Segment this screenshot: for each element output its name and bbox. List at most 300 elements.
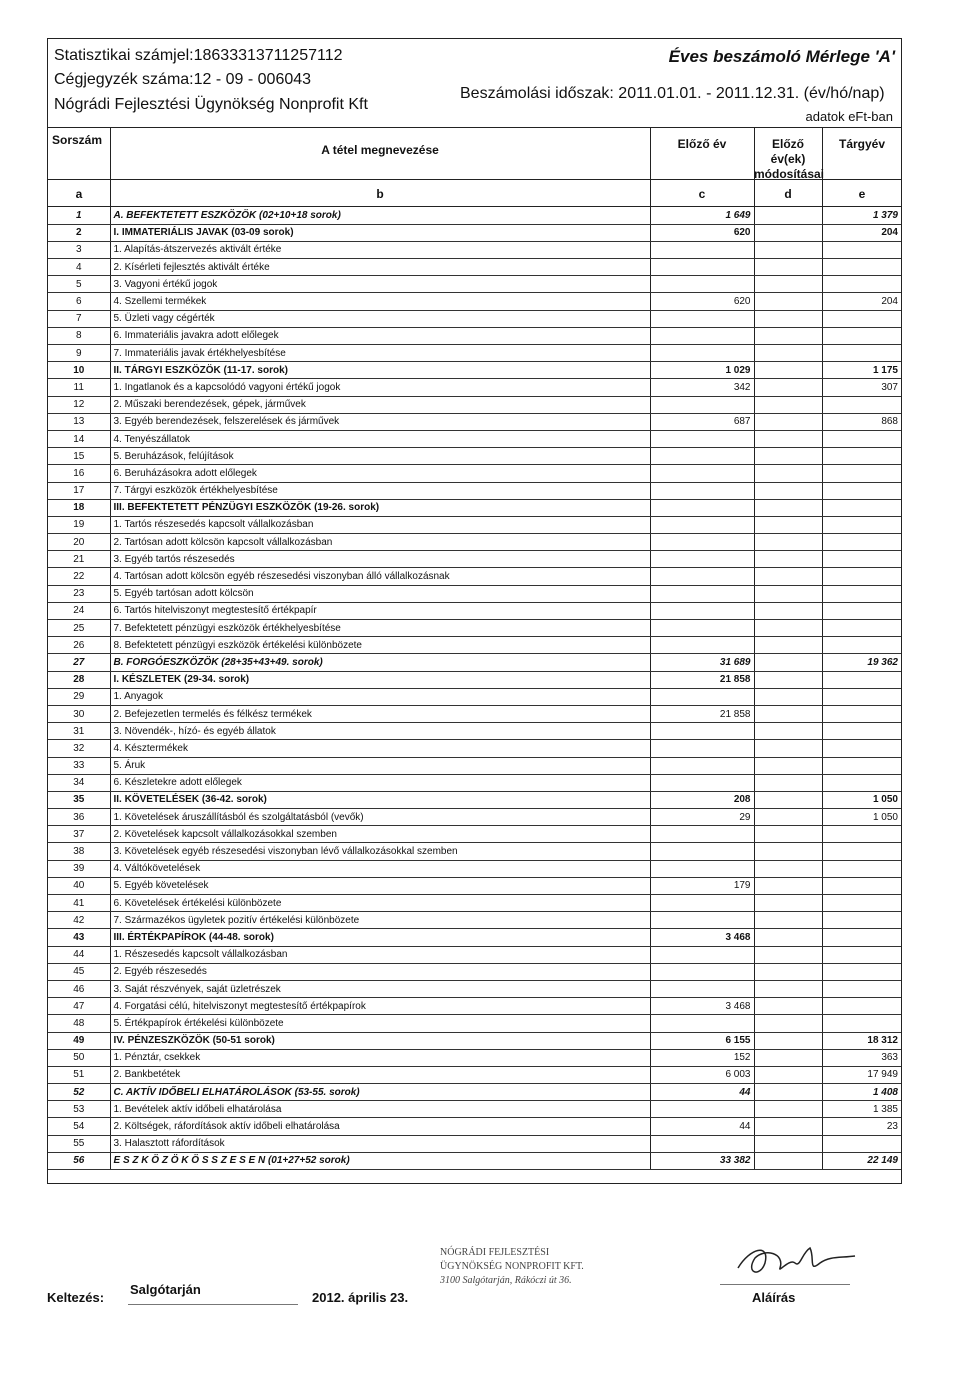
row-mod [754, 551, 822, 568]
row-num: 35 [48, 791, 110, 808]
row-mod [754, 757, 822, 774]
row-mod [754, 310, 822, 327]
row-cur [822, 430, 901, 447]
row-prev [650, 327, 754, 344]
row-cur [822, 465, 901, 482]
row-name: 2. Befejezetlen termelés és félkész termékek [110, 705, 650, 722]
row-num: 9 [48, 345, 110, 362]
row-cur [822, 482, 901, 499]
row-num: 3 [48, 241, 110, 258]
row-mod [754, 637, 822, 654]
row-num: 41 [48, 895, 110, 912]
row-name: 7. Származékos ügyletek pozitív értékelési különbözete [110, 912, 650, 929]
row-mod [754, 895, 822, 912]
row-name: 5. Üzleti vagy cégérték [110, 310, 650, 327]
row-cur [822, 327, 901, 344]
row-cur [822, 499, 901, 516]
col-head-mod: Előző év(ek) módosításai [754, 137, 825, 181]
table-row [48, 757, 901, 774]
row-mod [754, 1066, 822, 1083]
row-name: B. FORGÓESZKÖZÖK (28+35+43+49. sorok) [110, 654, 650, 671]
row-prev [650, 430, 754, 447]
row-num: 52 [48, 1084, 110, 1101]
row-mod [754, 276, 822, 293]
unit-label: adatok eFt-ban [805, 109, 893, 124]
table-row [48, 1118, 901, 1135]
row-cur [822, 963, 901, 980]
row-prev [650, 276, 754, 293]
row-name: A. BEFEKTETETT ESZKÖZÖK (02+10+18 sorok) [110, 207, 650, 224]
row-prev [650, 534, 754, 551]
row-mod [754, 224, 822, 241]
row-name: 1. Alapítás-átszervezés aktivált értéke [110, 241, 650, 258]
row-cur [822, 1135, 901, 1152]
row-cur: 1 050 [822, 809, 901, 826]
table-row [48, 207, 901, 224]
col-head-cur: Tárgyév [838, 137, 886, 151]
table-row [48, 499, 901, 516]
table-row [48, 1084, 901, 1101]
row-cur [822, 723, 901, 740]
table-row [48, 448, 901, 465]
table-row [48, 826, 901, 843]
row-prev [650, 980, 754, 997]
row-name: 7. Tárgyi eszközök értékhelyesbítése [110, 482, 650, 499]
row-prev [650, 551, 754, 568]
company-name: Nógrádi Fejlesztési Ügynökség Nonprofit Kft [54, 96, 368, 113]
row-num: 54 [48, 1118, 110, 1135]
row-num: 38 [48, 843, 110, 860]
row-prev [650, 723, 754, 740]
row-prev: 21 858 [650, 671, 754, 688]
row-mod [754, 602, 822, 619]
row-num: 53 [48, 1101, 110, 1118]
row-prev: 3 468 [650, 998, 754, 1015]
signature-line [720, 1284, 850, 1285]
row-mod [754, 362, 822, 379]
row-cur [822, 241, 901, 258]
row-num: 26 [48, 637, 110, 654]
row-num: 13 [48, 413, 110, 430]
row-num: 36 [48, 809, 110, 826]
row-mod [754, 568, 822, 585]
row-name: 5. Egyéb tartósan adott kölcsön [110, 585, 650, 602]
row-cur: 204 [822, 293, 901, 310]
row-cur [822, 534, 901, 551]
table-row [48, 551, 901, 568]
row-num: 32 [48, 740, 110, 757]
row-cur [822, 620, 901, 637]
row-cur [822, 895, 901, 912]
row-num: 48 [48, 1015, 110, 1032]
table-row [48, 482, 901, 499]
row-num: 15 [48, 448, 110, 465]
row-prev [650, 448, 754, 465]
row-cur [822, 637, 901, 654]
row-prev [650, 396, 754, 413]
row-prev [650, 740, 754, 757]
row-num: 17 [48, 482, 110, 499]
table-row [48, 998, 901, 1015]
table-row [48, 688, 901, 705]
row-cur [822, 774, 901, 791]
row-mod [754, 448, 822, 465]
table-row [48, 877, 901, 894]
table-row [48, 585, 901, 602]
table-row [48, 946, 901, 963]
row-cur [822, 602, 901, 619]
stamp-line-3: 3100 Salgótarján, Rákóczi út 36. [440, 1275, 572, 1286]
table-row [48, 396, 901, 413]
col-letter-b: b [376, 187, 384, 201]
row-prev [650, 895, 754, 912]
row-num: 37 [48, 826, 110, 843]
row-num: 27 [48, 654, 110, 671]
row-cur [822, 568, 901, 585]
row-num: 22 [48, 568, 110, 585]
row-name: 6. Immateriális javakra adott előlegek [110, 327, 650, 344]
sign-label: Aláírás [752, 1290, 796, 1305]
row-prev [650, 585, 754, 602]
document-title: Éves beszámoló Mérlege 'A' [668, 47, 895, 66]
row-name: 5. Egyéb követelések [110, 877, 650, 894]
balance-sheet [47, 38, 902, 1184]
row-name: E S Z K Ö Z Ö K Ö S S Z E S E N (01+27+52 sorok) [110, 1152, 650, 1169]
table-row [48, 568, 901, 585]
row-cur [822, 259, 901, 276]
row-mod [754, 654, 822, 671]
row-prev [650, 860, 754, 877]
row-num: 6 [48, 293, 110, 310]
row-num: 40 [48, 877, 110, 894]
row-name: 3. Halasztott ráfordítások [110, 1135, 650, 1152]
company-stamp [440, 1246, 584, 1288]
row-prev [650, 946, 754, 963]
row-name: I. KÉSZLETEK (29-34. sorok) [110, 671, 650, 688]
row-num: 16 [48, 465, 110, 482]
row-prev [650, 602, 754, 619]
row-name: 2. Bankbetétek [110, 1066, 650, 1083]
table-row [48, 860, 901, 877]
row-num: 20 [48, 534, 110, 551]
row-mod [754, 396, 822, 413]
row-name: 4. Tartósan adott kölcsön egyéb részesedési viszonyban álló vállalkozásnak [110, 568, 650, 585]
table-row [48, 310, 901, 327]
table-row [48, 895, 901, 912]
row-name: 1. Részesedés kapcsolt vállalkozásban [110, 946, 650, 963]
table-row [48, 963, 901, 980]
row-prev: 33 382 [650, 1152, 754, 1169]
row-name: 3. Vagyoni értékű jogok [110, 276, 650, 293]
row-prev: 342 [650, 379, 754, 396]
row-mod [754, 1152, 822, 1169]
table-row [48, 327, 901, 344]
row-mod [754, 516, 822, 533]
row-mod [754, 843, 822, 860]
row-mod [754, 1135, 822, 1152]
table-row [48, 929, 901, 946]
row-prev [650, 310, 754, 327]
row-name: C. AKTÍV IDŐBELI ELHATÁROLÁSOK (53-55. sorok) [110, 1084, 650, 1101]
row-prev: 21 858 [650, 705, 754, 722]
row-num: 19 [48, 516, 110, 533]
col-letter-a: a [75, 187, 83, 201]
row-prev: 208 [650, 791, 754, 808]
row-num: 42 [48, 912, 110, 929]
row-cur: 1 175 [822, 362, 901, 379]
row-mod [754, 826, 822, 843]
row-name: 7. Immateriális javak értékhelyesbítése [110, 345, 650, 362]
row-mod [754, 620, 822, 637]
row-cur [822, 448, 901, 465]
col-head-prev: Előző év [677, 137, 727, 151]
row-name: 5. Áruk [110, 757, 650, 774]
signature-icon [730, 1228, 860, 1288]
row-num: 49 [48, 1032, 110, 1049]
row-cur [822, 998, 901, 1015]
row-cur [822, 860, 901, 877]
table-row [48, 791, 901, 808]
row-num: 14 [48, 430, 110, 447]
stamp-line-1: NÓGRÁDI FEJLESZTÉSI [440, 1247, 550, 1258]
row-mod [754, 705, 822, 722]
row-cur: 204 [822, 224, 901, 241]
row-name: 4. Késztermékek [110, 740, 650, 757]
row-num: 12 [48, 396, 110, 413]
row-name: 5. Beruházások, felújítások [110, 448, 650, 465]
table-row [48, 1152, 901, 1169]
row-prev: 620 [650, 293, 754, 310]
row-name: 4. Forgatási célú, hitelviszonyt megtestesítő értékpapírok [110, 998, 650, 1015]
row-prev: 29 [650, 809, 754, 826]
row-num: 44 [48, 946, 110, 963]
row-prev [650, 259, 754, 276]
row-num: 43 [48, 929, 110, 946]
row-cur [822, 980, 901, 997]
row-name: II. TÁRGYI ESZKÖZÖK (11-17. sorok) [110, 362, 650, 379]
row-cur [822, 740, 901, 757]
row-prev: 1 649 [650, 207, 754, 224]
table-row [48, 723, 901, 740]
table-row [48, 241, 901, 258]
row-cur [822, 585, 901, 602]
row-mod [754, 465, 822, 482]
row-name: 1. Követelések áruszállításból és szolgáltatásból (vevők) [110, 809, 650, 826]
row-num: 4 [48, 259, 110, 276]
row-prev: 620 [650, 224, 754, 241]
row-cur: 22 149 [822, 1152, 901, 1169]
row-name: 2. Egyéb részesedés [110, 963, 650, 980]
row-num: 51 [48, 1066, 110, 1083]
row-cur: 868 [822, 413, 901, 430]
row-cur [822, 705, 901, 722]
table-row [48, 259, 901, 276]
row-mod [754, 929, 822, 946]
row-mod [754, 791, 822, 808]
row-name: 4. Váltókövetelések [110, 860, 650, 877]
row-mod [754, 585, 822, 602]
table-row [48, 809, 901, 826]
row-cur [822, 310, 901, 327]
row-num: 29 [48, 688, 110, 705]
row-cur [822, 1015, 901, 1032]
row-mod [754, 860, 822, 877]
row-name: 1. Anyagok [110, 688, 650, 705]
row-cur [822, 276, 901, 293]
table-row [48, 602, 901, 619]
stamp-line-2: ÜGYNÖKSÉG NONPROFIT KFT. [440, 1261, 584, 1272]
reg-number: Cégjegyzék száma:12 - 09 - 006043 [54, 71, 312, 88]
row-cur: 17 949 [822, 1066, 901, 1083]
row-prev: 44 [650, 1118, 754, 1135]
row-num: 50 [48, 1049, 110, 1066]
row-prev: 6 003 [650, 1066, 754, 1083]
row-cur [822, 843, 901, 860]
row-mod [754, 1049, 822, 1066]
row-cur: 1 050 [822, 791, 901, 808]
row-prev [650, 465, 754, 482]
row-mod [754, 671, 822, 688]
row-num: 30 [48, 705, 110, 722]
row-cur [822, 396, 901, 413]
row-prev [650, 516, 754, 533]
table-row [48, 1032, 901, 1049]
table-row [48, 620, 901, 637]
row-cur [822, 929, 901, 946]
row-prev: 3 468 [650, 929, 754, 946]
row-mod [754, 345, 822, 362]
row-num: 1 [48, 207, 110, 224]
row-prev: 687 [650, 413, 754, 430]
row-name: 5. Értékpapírok értékelési különbözete [110, 1015, 650, 1032]
row-name: 3. Egyéb tartós részesedés [110, 551, 650, 568]
row-mod [754, 207, 822, 224]
row-name: IV. PÉNZESZKÖZÖK (50-51 sorok) [110, 1032, 650, 1049]
row-num: 25 [48, 620, 110, 637]
table-row [48, 516, 901, 533]
row-name: II. KÖVETELÉSEK (36-42. sorok) [110, 791, 650, 808]
row-prev [650, 345, 754, 362]
row-num: 18 [48, 499, 110, 516]
row-name: III. BEFEKTETETT PÉNZÜGYI ESZKÖZÖK (19-26. sorok) [110, 499, 650, 516]
row-name: III. ÉRTÉKPAPÍROK (44-48. sorok) [110, 929, 650, 946]
row-name: 3. Növendék-, hízó- és egyéb állatok [110, 723, 650, 740]
table-row [48, 1015, 901, 1032]
stat-code: Statisztikai számjel:18633313711257112 [54, 47, 343, 64]
row-name: 3. Követelések egyéb részesedési viszonyban lévő vállalkozásokkal szemben [110, 843, 650, 860]
row-prev [650, 688, 754, 705]
col-head-name: A tétel megnevezése [321, 143, 439, 157]
row-name: 6. Beruházásokra adott előlegek [110, 465, 650, 482]
row-num: 31 [48, 723, 110, 740]
table-row [48, 637, 901, 654]
row-prev [650, 963, 754, 980]
row-prev [650, 499, 754, 516]
row-prev: 31 689 [650, 654, 754, 671]
row-num: 56 [48, 1152, 110, 1169]
col-letter-e: e [858, 187, 866, 201]
row-name: 2. Költségek, ráfordítások aktív időbeli elhatárolása [110, 1118, 650, 1135]
table-row [48, 465, 901, 482]
table-row [48, 534, 901, 551]
row-prev [650, 241, 754, 258]
row-name: 3. Saját részvények, saját üzletrészek [110, 980, 650, 997]
row-mod [754, 963, 822, 980]
table-row [48, 671, 901, 688]
row-name: 2. Követelések kapcsolt vállalkozásokkal szemben [110, 826, 650, 843]
row-cur: 363 [822, 1049, 901, 1066]
row-mod [754, 809, 822, 826]
row-num: 21 [48, 551, 110, 568]
row-mod [754, 293, 822, 310]
row-mod [754, 723, 822, 740]
row-num: 47 [48, 998, 110, 1015]
table-row [48, 293, 901, 310]
row-num: 39 [48, 860, 110, 877]
header-divider [48, 127, 901, 128]
row-num: 45 [48, 963, 110, 980]
row-cur [822, 826, 901, 843]
table-row [48, 413, 901, 430]
row-mod [754, 534, 822, 551]
row-mod [754, 774, 822, 791]
row-prev [650, 843, 754, 860]
row-num: 24 [48, 602, 110, 619]
table-row [48, 379, 901, 396]
row-num: 33 [48, 757, 110, 774]
row-num: 2 [48, 224, 110, 241]
keltezes-label: Keltezés: [47, 1290, 105, 1305]
row-cur: 1 385 [822, 1101, 901, 1118]
table-row [48, 362, 901, 379]
row-cur [822, 688, 901, 705]
table-row [48, 1101, 901, 1118]
row-mod [754, 688, 822, 705]
row-mod [754, 259, 822, 276]
row-mod [754, 430, 822, 447]
row-cur: 18 312 [822, 1032, 901, 1049]
row-num: 10 [48, 362, 110, 379]
date: 2012. április 23. [312, 1290, 409, 1305]
row-cur: 1 408 [822, 1084, 901, 1101]
row-mod [754, 1101, 822, 1118]
row-name: I. IMMATERIÁLIS JAVAK (03-09 sorok) [110, 224, 650, 241]
row-name: 2. Műszaki berendezések, gépek, járművek [110, 396, 650, 413]
row-num: 5 [48, 276, 110, 293]
row-name: 2. Tartósan adott kölcsön kapcsolt vállalkozásban [110, 534, 650, 551]
row-prev [650, 1101, 754, 1118]
row-prev [650, 1135, 754, 1152]
reporting-period: Beszámolási időszak: 2011.01.01. - 2011.12.31. (év/hó/nap) [460, 85, 885, 102]
row-num: 8 [48, 327, 110, 344]
row-prev: 6 155 [650, 1032, 754, 1049]
place-line [128, 1304, 298, 1305]
row-cur [822, 671, 901, 688]
row-mod [754, 980, 822, 997]
row-num: 7 [48, 310, 110, 327]
row-cur: 19 362 [822, 654, 901, 671]
row-name: 1. Ingatlanok és a kapcsolódó vagyoni értékű jogok [110, 379, 650, 396]
place: Salgótarján [130, 1282, 201, 1297]
balance-table [48, 207, 901, 1170]
row-cur [822, 345, 901, 362]
row-mod [754, 912, 822, 929]
row-mod [754, 1015, 822, 1032]
row-cur [822, 912, 901, 929]
row-cur [822, 551, 901, 568]
table-row [48, 912, 901, 929]
table-row [48, 224, 901, 241]
